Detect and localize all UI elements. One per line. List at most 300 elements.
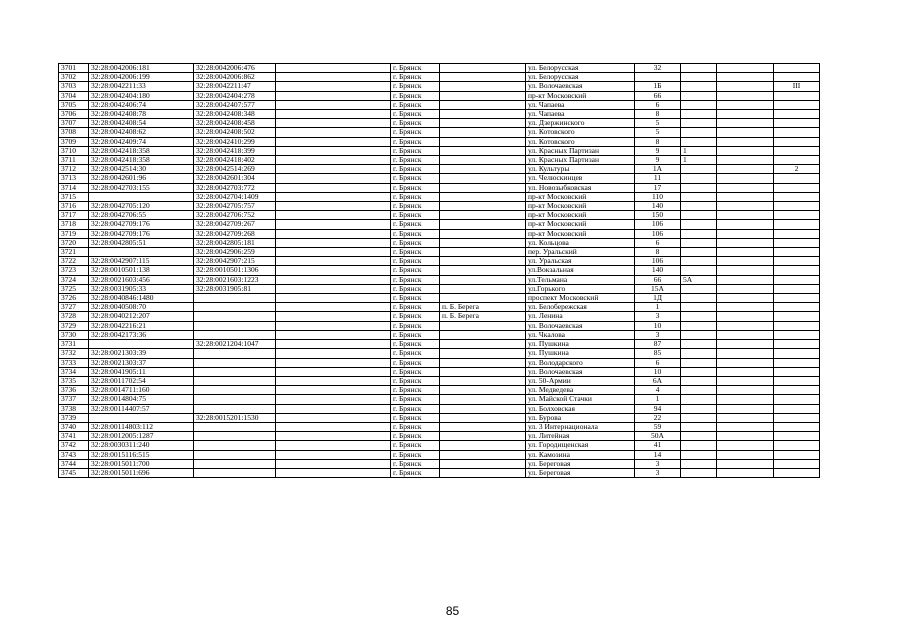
cell-apartment — [717, 294, 774, 303]
cell-note — [774, 294, 820, 303]
cell-house: 4 — [635, 386, 681, 395]
cell-row-number: 3710 — [59, 146, 89, 155]
cell-building — [681, 413, 717, 422]
cell-note — [774, 128, 820, 137]
cell-cadastral-number-building: 32:28:0042705:757 — [194, 202, 276, 211]
cell-cadastral-number-land: 32:28:0040212:207 — [89, 312, 194, 321]
cell-row-number: 3702 — [59, 73, 89, 82]
table-row — [59, 174, 820, 183]
cell-note — [774, 73, 820, 82]
cell-cadastral-number-land: 32:28:0042216:21 — [89, 321, 194, 330]
cell-row-number: 3709 — [59, 137, 89, 146]
cell-apartment — [717, 100, 774, 109]
cell-city: г. Брянск — [391, 266, 440, 275]
cell-house: 150 — [635, 211, 681, 220]
cell-building — [681, 303, 717, 312]
table-row — [59, 82, 820, 91]
cell-street: ул. Камозина — [526, 450, 635, 459]
cell-apartment — [717, 386, 774, 395]
table-row — [59, 395, 820, 404]
cell-district — [276, 128, 391, 137]
cell-house: 3 — [635, 459, 681, 468]
cell-note — [774, 441, 820, 450]
cell-apartment — [717, 340, 774, 349]
cell-row-number: 3719 — [59, 229, 89, 238]
cell-street: ул. Культуры — [526, 165, 635, 174]
cell-building — [681, 202, 717, 211]
cell-note — [774, 275, 820, 284]
table-row — [59, 229, 820, 238]
cell-settlement — [440, 432, 526, 441]
cell-building — [681, 64, 717, 73]
cell-building — [681, 294, 717, 303]
cell-street: ул. Ленина — [526, 312, 635, 321]
cell-settlement — [440, 146, 526, 155]
cell-house: 9 — [635, 156, 681, 165]
table-row — [59, 192, 820, 201]
cell-city: г. Брянск — [391, 468, 440, 477]
cell-cadastral-number-land: 32:28:0041905:11 — [89, 367, 194, 376]
cell-settlement — [440, 321, 526, 330]
table-row — [59, 303, 820, 312]
cell-street: ул.Вокзальная — [526, 266, 635, 275]
cell-note — [774, 468, 820, 477]
cell-street: пр-кт Московский — [526, 202, 635, 211]
table-row — [59, 386, 820, 395]
cell-district — [276, 358, 391, 367]
cell-building — [681, 73, 717, 82]
cell-building — [681, 248, 717, 257]
cell-house: 41 — [635, 441, 681, 450]
cell-cadastral-number-land — [89, 340, 194, 349]
cell-note — [774, 321, 820, 330]
cell-district — [276, 211, 391, 220]
cell-house: 87 — [635, 340, 681, 349]
cell-row-number: 3731 — [59, 340, 89, 349]
cell-district — [276, 248, 391, 257]
cell-settlement — [440, 386, 526, 395]
cell-row-number: 3727 — [59, 303, 89, 312]
cell-note — [774, 156, 820, 165]
cell-building — [681, 100, 717, 109]
cell-settlement — [440, 349, 526, 358]
cell-cadastral-number-land: 32:28:0030311:240 — [89, 441, 194, 450]
cell-building — [681, 174, 717, 183]
cell-row-number: 3713 — [59, 174, 89, 183]
cell-district — [276, 64, 391, 73]
cell-cadastral-number-building: 32:28:0042514:269 — [194, 165, 276, 174]
cell-house: 17 — [635, 183, 681, 192]
table-row — [59, 422, 820, 431]
cell-building — [681, 137, 717, 146]
cell-row-number: 3723 — [59, 266, 89, 275]
cell-district — [276, 174, 391, 183]
cell-apartment — [717, 321, 774, 330]
cell-house: 66 — [635, 275, 681, 284]
cell-note — [774, 202, 820, 211]
cell-city: г. Брянск — [391, 358, 440, 367]
cell-house: 110 — [635, 192, 681, 201]
cell-cadastral-number-building: 32:28:0042805:181 — [194, 238, 276, 247]
cell-city: г. Брянск — [391, 275, 440, 284]
cell-row-number: 3711 — [59, 156, 89, 165]
cell-street: ул.Горького — [526, 284, 635, 293]
cell-city: г. Брянск — [391, 312, 440, 321]
cell-cadastral-number-building: 32:28:0042418:402 — [194, 156, 276, 165]
table-row — [59, 413, 820, 422]
cell-house: 140 — [635, 266, 681, 275]
cell-cadastral-number-land: 32:28:0042408:54 — [89, 119, 194, 128]
cell-apartment — [717, 248, 774, 257]
cell-house: 22 — [635, 413, 681, 422]
cell-building — [681, 183, 717, 192]
cell-cadastral-number-building — [194, 367, 276, 376]
cell-cadastral-number-building: 32:28:0042410:299 — [194, 137, 276, 146]
cell-row-number: 3743 — [59, 450, 89, 459]
cell-building — [681, 450, 717, 459]
cell-settlement — [440, 165, 526, 174]
cell-cadastral-number-building: 32:28:0021603:1223 — [194, 275, 276, 284]
cell-cadastral-number-building: 32:28:0042408:348 — [194, 110, 276, 119]
cell-city: г. Брянск — [391, 386, 440, 395]
cell-cadastral-number-land: 32:28:0042408:78 — [89, 110, 194, 119]
cell-district — [276, 404, 391, 413]
cell-street: ул. Володарского — [526, 358, 635, 367]
cell-cadastral-number-land: 32:28:0042406:74 — [89, 100, 194, 109]
cell-settlement — [440, 137, 526, 146]
cell-building — [681, 165, 717, 174]
cell-cadastral-number-building: 32:28:0015201:1530 — [194, 413, 276, 422]
cell-cadastral-number-land: 32:28:0042409:74 — [89, 137, 194, 146]
cell-cadastral-number-land: 32:28:0031905:33 — [89, 284, 194, 293]
cell-city: г. Брянск — [391, 183, 440, 192]
cell-district — [276, 312, 391, 321]
cell-settlement — [440, 174, 526, 183]
cell-cadastral-number-land: 32:28:0042006:181 — [89, 64, 194, 73]
cell-house: 6 — [635, 358, 681, 367]
cell-row-number: 3716 — [59, 202, 89, 211]
cell-note — [774, 459, 820, 468]
cell-settlement — [440, 248, 526, 257]
cell-row-number: 3740 — [59, 422, 89, 431]
cell-note — [774, 303, 820, 312]
cell-settlement — [440, 294, 526, 303]
cell-settlement — [440, 100, 526, 109]
cell-city: г. Брянск — [391, 64, 440, 73]
table-row — [59, 91, 820, 100]
cell-row-number: 3738 — [59, 404, 89, 413]
cell-city: г. Брянск — [391, 303, 440, 312]
cell-note — [774, 349, 820, 358]
cell-street: ул. Волочаевская — [526, 82, 635, 91]
cell-apartment — [717, 376, 774, 385]
cell-street: ул. Волочаевская — [526, 367, 635, 376]
cell-row-number: 3704 — [59, 91, 89, 100]
cell-apartment — [717, 229, 774, 238]
cell-building: 5А — [681, 275, 717, 284]
table-row — [59, 266, 820, 275]
cell-city: г. Брянск — [391, 395, 440, 404]
cell-street: ул. Чапаева — [526, 100, 635, 109]
cell-building: 1 — [681, 156, 717, 165]
cell-house: 14 — [635, 450, 681, 459]
page-number: 85 — [445, 604, 460, 618]
cell-cadastral-number-land: 32:28:0042907:115 — [89, 257, 194, 266]
table-row — [59, 404, 820, 413]
cell-cadastral-number-land: 32:28:0011702:54 — [89, 376, 194, 385]
cell-apartment — [717, 468, 774, 477]
cell-note: 2 — [774, 165, 820, 174]
cell-cadastral-number-building — [194, 321, 276, 330]
cell-building — [681, 395, 717, 404]
cell-row-number: 3734 — [59, 367, 89, 376]
cell-district — [276, 110, 391, 119]
cell-city: г. Брянск — [391, 257, 440, 266]
cell-cadastral-number-land: 32:28:0015011:696 — [89, 468, 194, 477]
cell-row-number: 3741 — [59, 432, 89, 441]
cell-cadastral-number-building — [194, 303, 276, 312]
cell-building — [681, 229, 717, 238]
cell-district — [276, 156, 391, 165]
cell-cadastral-number-land: 32:28:0040846:1480 — [89, 294, 194, 303]
cell-city: г. Брянск — [391, 349, 440, 358]
cell-house: 50А — [635, 432, 681, 441]
cell-street: пр-кт Московский — [526, 192, 635, 201]
cell-street: пр-кт Московский — [526, 229, 635, 238]
cell-row-number: 3733 — [59, 358, 89, 367]
cell-apartment — [717, 119, 774, 128]
cell-row-number: 3718 — [59, 220, 89, 229]
cell-district — [276, 294, 391, 303]
table-row — [59, 358, 820, 367]
cell-row-number: 3726 — [59, 294, 89, 303]
cell-district — [276, 266, 391, 275]
cell-city: г. Брянск — [391, 422, 440, 431]
cell-row-number: 3736 — [59, 386, 89, 395]
cell-city: г. Брянск — [391, 376, 440, 385]
cell-house: 6 — [635, 100, 681, 109]
cell-note — [774, 450, 820, 459]
cell-street: ул. Белорусская — [526, 73, 635, 82]
cell-row-number: 3703 — [59, 82, 89, 91]
cell-cadastral-number-building — [194, 312, 276, 321]
cell-apartment — [717, 82, 774, 91]
cell-district — [276, 340, 391, 349]
cell-building — [681, 110, 717, 119]
cell-house: 59 — [635, 422, 681, 431]
cell-street: пер. Уральский — [526, 248, 635, 257]
cell-district — [276, 229, 391, 238]
cell-city: г. Брянск — [391, 229, 440, 238]
cell-cadastral-number-building — [194, 395, 276, 404]
cell-row-number: 3729 — [59, 321, 89, 330]
cell-house: 3 — [635, 312, 681, 321]
table-row — [59, 146, 820, 155]
cell-cadastral-number-building: 32:28:0021204:1047 — [194, 340, 276, 349]
table-row — [59, 284, 820, 293]
cell-settlement — [440, 266, 526, 275]
cell-settlement — [440, 229, 526, 238]
cell-building — [681, 432, 717, 441]
cell-house: 94 — [635, 404, 681, 413]
cell-row-number: 3739 — [59, 413, 89, 422]
cell-note — [774, 183, 820, 192]
cell-cadastral-number-building: 32:28:0042907:215 — [194, 257, 276, 266]
cell-city: г. Брянск — [391, 156, 440, 165]
cell-house: 3 — [635, 330, 681, 339]
cell-row-number: 3728 — [59, 312, 89, 321]
cell-street: ул. 3 Интернационала — [526, 422, 635, 431]
table-row — [59, 376, 820, 385]
cell-house: 8 — [635, 110, 681, 119]
table-row — [59, 183, 820, 192]
cell-cadastral-number-land: 32:28:0042805:51 — [89, 238, 194, 247]
cell-apartment — [717, 257, 774, 266]
cell-city: г. Брянск — [391, 321, 440, 330]
cell-district — [276, 330, 391, 339]
cell-cadastral-number-land: 32:28:0042418:358 — [89, 156, 194, 165]
cell-city: г. Брянск — [391, 211, 440, 220]
cell-apartment — [717, 146, 774, 155]
cell-row-number: 3744 — [59, 459, 89, 468]
cell-building — [681, 468, 717, 477]
cell-settlement — [440, 202, 526, 211]
cell-house: 11 — [635, 174, 681, 183]
cell-apartment — [717, 211, 774, 220]
cell-building — [681, 330, 717, 339]
cell-building — [681, 91, 717, 100]
cell-district — [276, 146, 391, 155]
cell-cadastral-number-building: 32:28:0031905:81 — [194, 284, 276, 293]
cell-cadastral-number-building — [194, 404, 276, 413]
cell-street: ул. Волочаевская — [526, 321, 635, 330]
cell-note — [774, 404, 820, 413]
cell-street: ул. Литейная — [526, 432, 635, 441]
cell-row-number: 3715 — [59, 192, 89, 201]
cell-cadastral-number-building — [194, 358, 276, 367]
cell-cadastral-number-land: 32:28:0042601:96 — [89, 174, 194, 183]
cell-district — [276, 192, 391, 201]
cell-building — [681, 211, 717, 220]
cell-house: 140 — [635, 202, 681, 211]
cell-cadastral-number-building: 32:28:0042601:304 — [194, 174, 276, 183]
cell-cadastral-number-building: 32:28:0042709:267 — [194, 220, 276, 229]
cell-district — [276, 165, 391, 174]
cell-district — [276, 91, 391, 100]
cell-settlement — [440, 156, 526, 165]
cell-apartment — [717, 450, 774, 459]
cell-house: 5 — [635, 119, 681, 128]
cell-note — [774, 422, 820, 431]
cell-apartment — [717, 367, 774, 376]
cell-street: ул. Красных Партизан — [526, 146, 635, 155]
cell-building — [681, 422, 717, 431]
cell-apartment — [717, 165, 774, 174]
cell-cadastral-number-building — [194, 294, 276, 303]
cell-apartment — [717, 174, 774, 183]
cell-note — [774, 266, 820, 275]
cell-settlement: п. Б. Берега — [440, 312, 526, 321]
cell-house: 5 — [635, 128, 681, 137]
cell-building — [681, 340, 717, 349]
cell-cadastral-number-land: 32:28:0014804:75 — [89, 395, 194, 404]
cell-settlement — [440, 119, 526, 128]
cell-note — [774, 312, 820, 321]
cell-cadastral-number-building: 32:28:0042408:458 — [194, 119, 276, 128]
table-row — [59, 294, 820, 303]
cell-row-number: 3708 — [59, 128, 89, 137]
cell-apartment — [717, 266, 774, 275]
cell-building — [681, 266, 717, 275]
cell-cadastral-number-building — [194, 330, 276, 339]
cell-street: ул. Новозыбковская — [526, 183, 635, 192]
cell-cadastral-number-land: 32:28:0021303:39 — [89, 349, 194, 358]
register-sheet — [58, 63, 820, 478]
cell-row-number: 3712 — [59, 165, 89, 174]
cell-house: 10 — [635, 321, 681, 330]
cell-house: 106 — [635, 229, 681, 238]
cell-cadastral-number-building — [194, 459, 276, 468]
cell-settlement — [440, 284, 526, 293]
cell-building — [681, 82, 717, 91]
cell-house: 85 — [635, 349, 681, 358]
cell-district — [276, 441, 391, 450]
table-row — [59, 137, 820, 146]
cell-city: г. Брянск — [391, 192, 440, 201]
cell-cadastral-number-building: 32:28:0042704:1409 — [194, 192, 276, 201]
cell-building — [681, 376, 717, 385]
cell-house: 6 — [635, 238, 681, 247]
cell-note — [774, 119, 820, 128]
cell-cadastral-number-land: 32:28:00114803:112 — [89, 422, 194, 431]
cell-note — [774, 432, 820, 441]
cell-house — [635, 73, 681, 82]
cell-city: г. Брянск — [391, 284, 440, 293]
cell-row-number: 3705 — [59, 100, 89, 109]
cell-cadastral-number-building: 32:28:0042706:752 — [194, 211, 276, 220]
cell-apartment — [717, 110, 774, 119]
cell-street: ул. Болховская — [526, 404, 635, 413]
cell-cadastral-number-land: 32:28:0042173:36 — [89, 330, 194, 339]
cell-city: г. Брянск — [391, 91, 440, 100]
cell-building — [681, 119, 717, 128]
cell-city: г. Брянск — [391, 432, 440, 441]
cell-building — [681, 192, 717, 201]
cell-row-number: 3735 — [59, 376, 89, 385]
cell-street: ул. Майской Стачки — [526, 395, 635, 404]
cell-street: пр-кт Московский — [526, 211, 635, 220]
cell-apartment — [717, 395, 774, 404]
cell-cadastral-number-land: 32:28:0012005:1287 — [89, 432, 194, 441]
cell-city: г. Брянск — [391, 73, 440, 82]
cell-district — [276, 220, 391, 229]
cell-cadastral-number-land: 32:28:0042705:120 — [89, 202, 194, 211]
cell-cadastral-number-building: 32:28:0042404:278 — [194, 91, 276, 100]
cell-building — [681, 321, 717, 330]
cell-row-number: 3737 — [59, 395, 89, 404]
cell-note — [774, 100, 820, 109]
cell-street: ул. Пушкина — [526, 349, 635, 358]
cell-row-number: 3701 — [59, 64, 89, 73]
table-row — [59, 257, 820, 266]
cell-district — [276, 119, 391, 128]
table-row — [59, 340, 820, 349]
cell-apartment — [717, 422, 774, 431]
cell-street: ул. Чкалова — [526, 330, 635, 339]
cell-note — [774, 91, 820, 100]
table-row — [59, 330, 820, 339]
cell-city: г. Брянск — [391, 441, 440, 450]
